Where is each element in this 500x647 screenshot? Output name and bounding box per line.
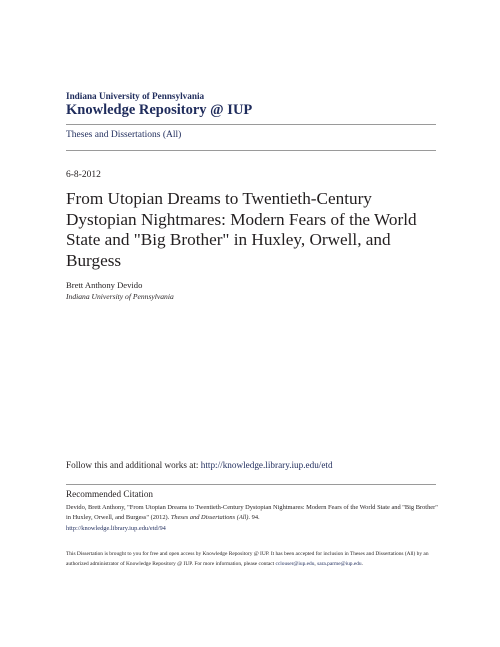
citation-divider	[66, 484, 436, 485]
university-name: Indiana University of Pennsylvania	[66, 91, 205, 101]
document-title: From Utopian Dreams to Twentieth-Century Dystopian Nightmares: Modern Fears of the World State and "Big Brother" in Huxley, Orwell, and Burgess	[66, 189, 417, 270]
notice-separator: ,	[314, 561, 318, 568]
citation-url-link[interactable]: http://knowledge.library.iup.edu/etd/94	[66, 524, 166, 532]
citation-series: Theses and Dissertations (All)	[170, 514, 249, 522]
contact-email-link-1[interactable]: cclouser@iup.edu	[275, 561, 315, 568]
publication-date: 6-8-2012	[66, 170, 101, 180]
author-name: Brett Anthony Devido	[66, 280, 143, 290]
collection-link[interactable]: Theses and Dissertations (All)	[66, 130, 182, 140]
follow-prefix: Follow this and additional works at:	[66, 460, 201, 470]
recommended-citation-heading: Recommended Citation	[66, 489, 154, 499]
citation-main-text: Devido, Brett Anthony, "From Utopian Dreams to Twentieth-Century Dystopian Nightmares: Modern Fears of the World State and "Big Brother" in Huxley, Orwell, and Burgess" (2012).	[66, 504, 438, 522]
collection-url-link[interactable]: http://knowledge.library.iup.edu/etd	[200, 460, 333, 470]
repository-header	[66, 91, 436, 119]
notice-text: This Dissertation is brought to you for free and open access by Knowledge Repository @ IUP. It has been accepted for inclusion in Theses and Dissertations (All) by an authorized administrator of Knowledge Repository @ IUP. For more information, please contact	[66, 551, 429, 568]
access-notice	[66, 549, 438, 569]
notice-end: .	[361, 561, 363, 568]
contact-email-link-2[interactable]: sara.parme@iup.edu	[317, 561, 362, 568]
repository-name[interactable]: Knowledge Repository @ IUP	[66, 102, 253, 118]
recommended-citation-text	[66, 503, 438, 534]
author-affiliation: Indiana University of Pennsylvania	[66, 292, 174, 301]
header-divider	[66, 124, 436, 125]
collection-divider	[66, 150, 436, 151]
citation-number: . 94.	[248, 514, 260, 522]
follow-works-line	[66, 460, 333, 470]
